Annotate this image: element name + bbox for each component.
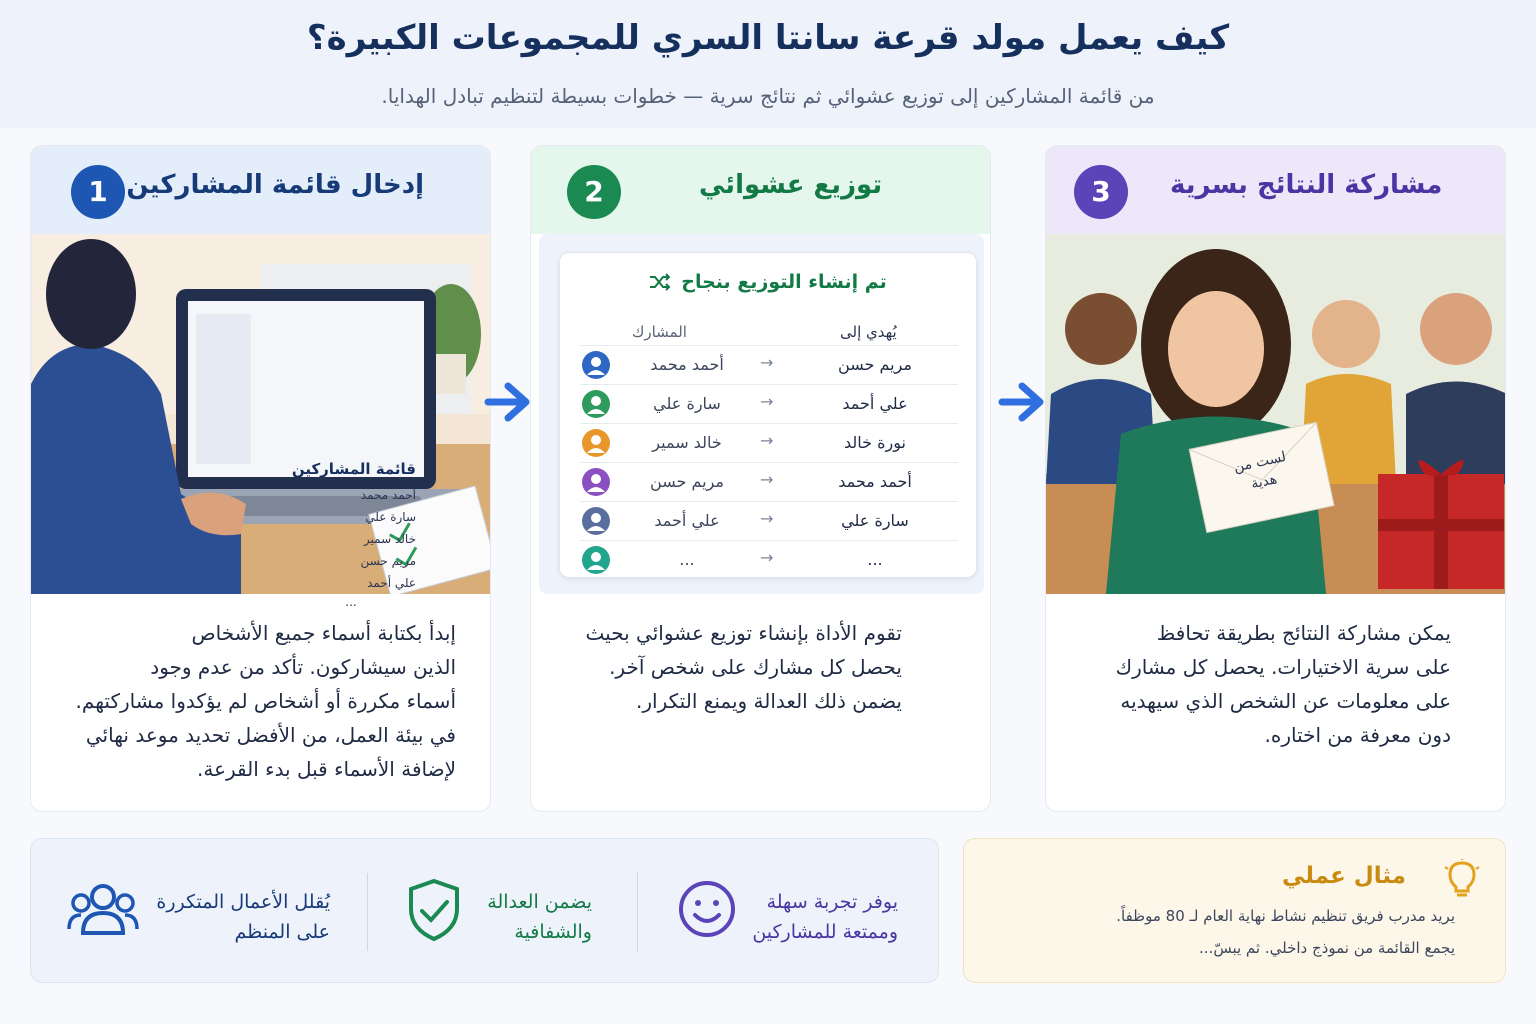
column-header-giver: المشارك (632, 323, 687, 341)
divider (367, 873, 368, 951)
arrow-icon: → (760, 392, 774, 411)
arrow-icon: → (760, 431, 774, 450)
giver-name: مريم حسن (650, 472, 724, 491)
arrow-icon: → (760, 353, 774, 372)
desc-line: يحصل كل مشارك على شخص آخر. (609, 655, 902, 679)
assignment-table (559, 252, 977, 578)
table-row (580, 501, 958, 539)
list-item: علي أحمد (367, 576, 416, 590)
giver-name: أحمد محمد (650, 355, 724, 374)
list-title: قائمة المشاركين (291, 460, 416, 478)
step-number: 1 (71, 165, 125, 219)
step-card-3 (1045, 145, 1506, 812)
feature-line: يوفر تجربة سهلة (766, 891, 898, 913)
giver-name: خالد سمير (652, 433, 722, 452)
feature-line: يضمن العدالة (487, 891, 592, 913)
desc-line: إبدأ بكتابة أسماء جميع الأشخاص (191, 621, 456, 645)
desc-line: يمكن مشاركة النتائج بطريقة تحافظ (1156, 621, 1451, 645)
avatar-icon (582, 546, 610, 574)
header (0, 0, 1536, 128)
table-title (560, 271, 976, 293)
arrow-right-icon (998, 380, 1048, 424)
feature-line: والشفافية (514, 921, 592, 943)
example-line: يجمع القائمة من نموذج داخلي. ثم يبسّ... (1199, 939, 1455, 957)
page-title: كيف يعمل مولد قرعة سانتا السري للمجموعات الكبيرة؟ (306, 18, 1230, 58)
step-card-2 (530, 145, 991, 812)
table-row (580, 423, 958, 461)
desc-line: الذين سيشاركون. تأكد من عدم وجود (150, 655, 456, 679)
desc-line: تقوم الأداة بإنشاء توزيع عشوائي بحيث (585, 621, 902, 645)
page-subtitle: من قائمة المشاركين إلى توزيع عشوائي ثم نتائج سرية — خطوات بسيطة لتنظيم تبادل الهدايا. (381, 84, 1155, 108)
desc-line: يضمن ذلك العدالة ويمنع التكرار. (636, 689, 902, 713)
list-item: أحمد محمد (360, 488, 416, 502)
column-header-receiver: يُهدي إلى (840, 323, 897, 341)
giver-name: ... (679, 550, 695, 569)
avatar-icon (582, 390, 610, 418)
avatar-icon (582, 429, 610, 457)
table-title-text: تم إنشاء التوزيع بنجاح (681, 271, 887, 293)
step-header (31, 146, 490, 234)
receiver-name: سارة علي (841, 511, 909, 530)
desc-line: على سرية الاختيارات. يحصل كل مشارك (1115, 655, 1451, 679)
table-row (580, 540, 958, 578)
receiver-name: نورة خالد (844, 433, 906, 452)
arrow-icon: → (760, 509, 774, 528)
avatar-icon (582, 351, 610, 379)
arrow-right-icon (484, 380, 534, 424)
list-item: خالد سمير (363, 532, 416, 546)
step-header (531, 146, 990, 234)
card-line: هدية (1249, 471, 1279, 493)
step-description (572, 616, 902, 718)
step-description (1081, 616, 1451, 752)
example-line: يريد مدرب فريق تنظيم نشاط نهاية العام لـ 80 موظفاً. (1116, 907, 1455, 925)
card-line: لست من (1232, 448, 1288, 476)
step-title: توزيع عشوائي (699, 170, 883, 200)
step-title: مشاركة النتائج بسرية (1170, 170, 1443, 200)
step-number: 2 (567, 165, 621, 219)
arrow-icon: → (760, 470, 774, 489)
list-item: مريم حسن (360, 554, 416, 568)
example-panel (963, 838, 1506, 983)
participants-list (286, 460, 416, 610)
feature-line: على المنظم (234, 921, 330, 943)
desc-line: لإضافة الأسماء قبل بدء القرعة. (196, 757, 456, 781)
users-icon (67, 879, 139, 939)
step-description (56, 616, 456, 786)
avatar-icon (582, 468, 610, 496)
lightbulb-icon (1444, 859, 1480, 899)
divider (637, 873, 638, 951)
features-panel (30, 838, 939, 983)
receiver-name: ... (867, 550, 883, 569)
giver-name: سارة علي (653, 394, 721, 413)
avatar-icon (582, 507, 610, 535)
table-row (580, 462, 958, 500)
feature-text (442, 887, 592, 947)
desc-line: في بيئة العمل، من الأفضل تحديد موعد نهائي (85, 723, 456, 747)
list-item: سارة علي (365, 510, 416, 524)
feature-line: وممتعة للمشاركين (752, 921, 898, 943)
arrow-icon: → (760, 548, 774, 567)
step-number: 3 (1074, 165, 1128, 219)
sharing-illustration (1046, 234, 1506, 594)
example-title: مثال عملي (1282, 863, 1407, 889)
shuffle-icon (649, 273, 671, 291)
feature-text (130, 887, 330, 947)
desc-line: أسماء مكررة أو أشخاص لم يؤكدوا مشاركتهم. (75, 689, 456, 713)
giver-name: علي أحمد (654, 511, 720, 530)
smile-icon (677, 879, 737, 939)
table-row (580, 345, 958, 383)
list-item: ... (345, 595, 357, 609)
feature-text (738, 887, 898, 947)
desc-line: على معلومات عن الشخص الذي سيهديه (1120, 689, 1451, 713)
receiver-name: علي أحمد (842, 394, 908, 413)
step-header (1046, 146, 1505, 234)
desc-line: دون معرفة من اختاره. (1264, 723, 1451, 747)
step-card-1 (30, 145, 491, 812)
step-title: إدخال قائمة المشاركين (126, 170, 424, 200)
receiver-name: مريم حسن (838, 355, 912, 374)
laptop-illustration (31, 234, 491, 609)
receiver-name: أحمد محمد (838, 472, 912, 491)
feature-line: يُقلل الأعمال المتكررة (156, 891, 330, 913)
table-row (580, 384, 958, 422)
